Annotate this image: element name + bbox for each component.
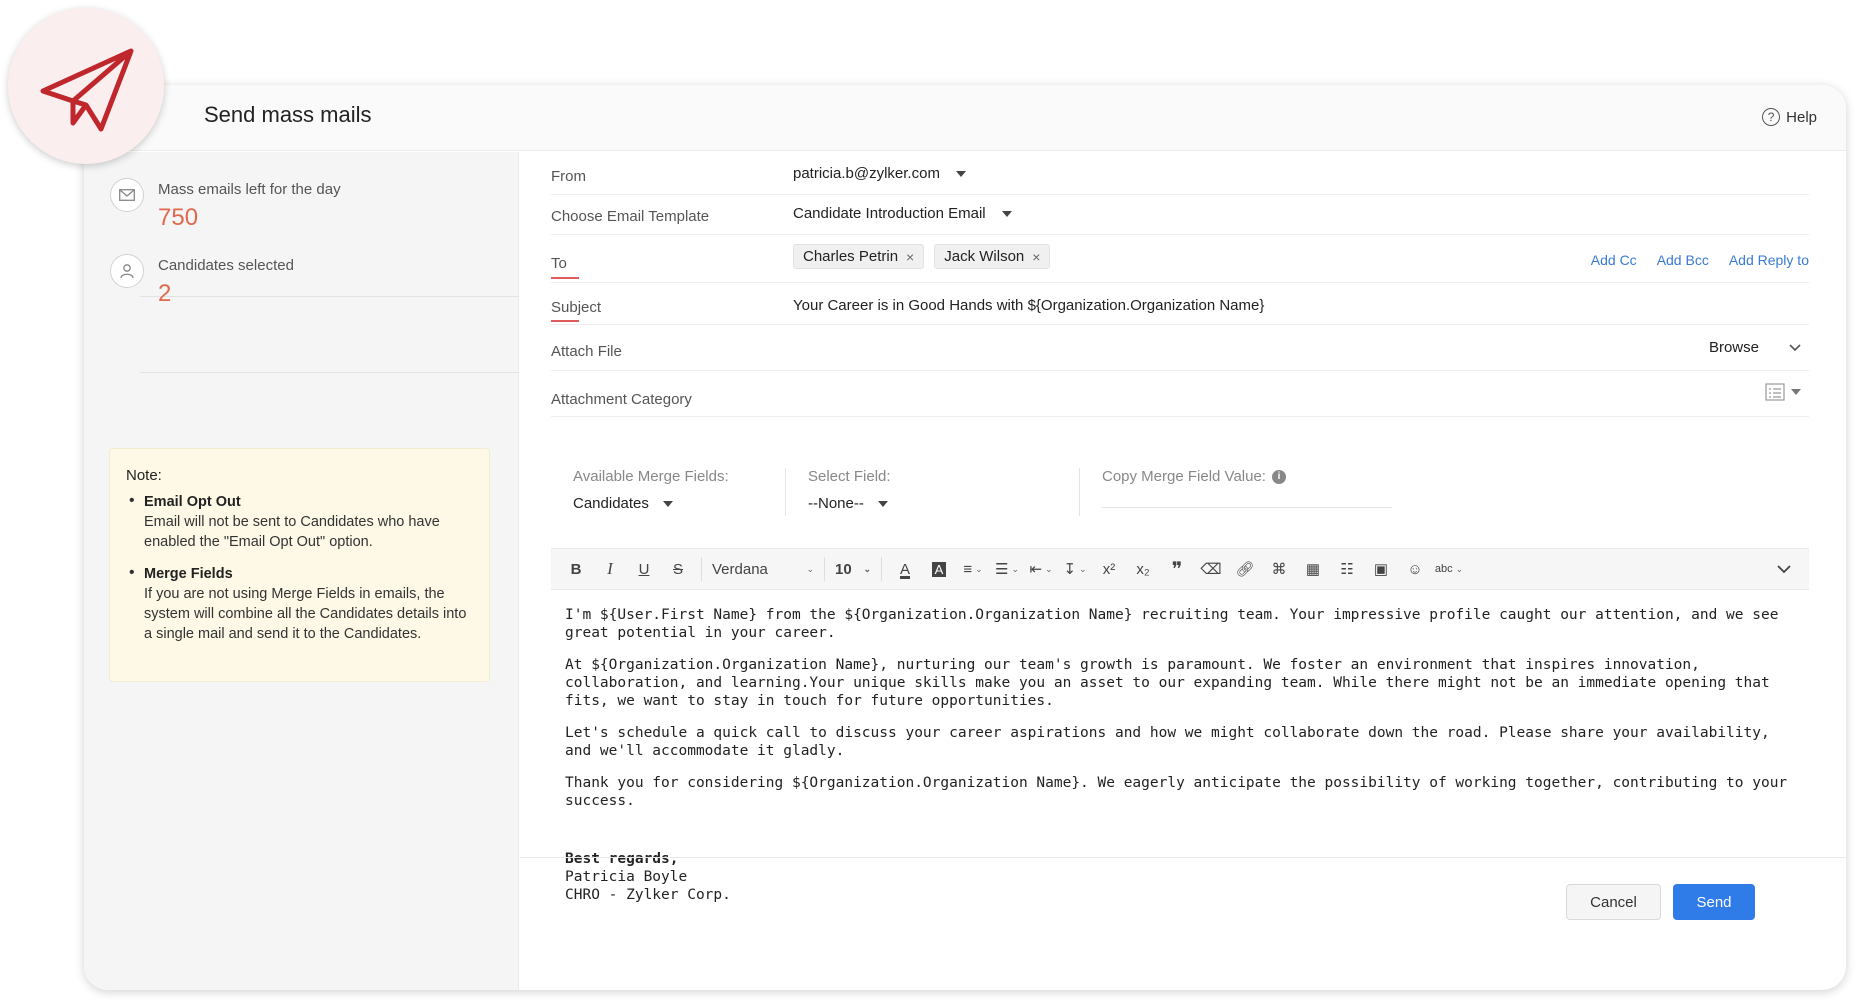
candidates-selected-stat [110,252,294,308]
signature-title: CHRO - Zylker Corp. [565,887,731,903]
subject-row [551,283,1809,325]
from-select[interactable] [793,165,966,182]
spellcheck-icon[interactable]: abc ⌄ [1434,563,1464,575]
body-paragraph: At ${Organization.Organization Name}, nurturing our team's growth is paramount. We foster an environment that inspires innovation, collaboration, and learning.Your unique skills make you an asset to our expanding team. While there might not be an immediate opening that fits, we want to stay in touch for future opportunities. [565,657,1770,709]
font-size-value: 10 [835,560,852,578]
attachment-category-label: Attachment Category [551,391,692,408]
merge-field-icon[interactable]: ⌘ [1271,561,1287,578]
subject-label-text: Subject [551,299,602,316]
italic-icon[interactable]: I [607,559,613,578]
caret-down-icon [1002,211,1012,217]
to-label [551,255,567,272]
background-color-icon[interactable]: A [922,548,956,590]
line-height-icon[interactable]: ↧ ⌄ [1063,561,1087,578]
remove-recipient-icon[interactable]: × [906,248,915,265]
to-label-text: To [551,255,567,272]
font-family-value: Verdana [712,560,768,578]
recipient-name: Charles Petrin [803,248,899,265]
help-link[interactable] [1762,108,1817,126]
paper-plane-logo [8,8,164,164]
font-color-icon[interactable]: A [899,560,910,578]
note-box [109,448,490,682]
text-format-icon[interactable]: ☷ [1340,561,1354,578]
attachment-category-row [551,371,1809,417]
add-reply-to-link[interactable]: Add Reply to [1728,252,1809,268]
list-view-icon [1765,383,1785,401]
underline-icon[interactable]: U [638,560,650,578]
bold-icon[interactable]: B [570,560,582,578]
subject-label [551,299,601,316]
browse-button[interactable]: Browse [1708,339,1759,356]
candidates-selected-label: Candidates selected [158,257,294,274]
emails-left-stat [110,176,341,232]
toolbar-separator [701,557,702,581]
send-button[interactable]: Send [1673,884,1755,920]
sidebar-divider [140,372,519,373]
clear-format-icon[interactable]: ⌫ [1200,561,1222,578]
copy-merge-field-label: Copy Merge Field Value: [1102,468,1266,485]
list-icon[interactable]: ☰ ⌄ [995,561,1019,578]
body-paragraph: Thank you for considering ${Organization.Organization Name}. We eagerly anticipate the possibility of working together, contributing to your success. [565,775,1788,809]
note-item-text: If you are not using Merge Fields in emails, the system will combine all the Candidates details into a single mail and send it to the Candidates. [144,586,467,642]
copy-merge-field-label-wrap [1102,468,1392,485]
superscript-icon[interactable]: x² [1102,560,1116,578]
required-marker [551,320,579,322]
chevron-down-icon[interactable] [1789,344,1801,352]
merge-fields-panel [551,468,1809,540]
note-item-heading: Merge Fields [144,566,233,582]
link-icon[interactable]: 🔗︎ [1235,561,1255,578]
available-merge-fields [573,468,729,512]
add-cc-link[interactable]: Add Cc [1590,252,1637,268]
recipient-name: Jack Wilson [944,248,1025,265]
from-row [551,155,1809,195]
template-value: Candidate Introduction Email [793,205,986,222]
add-bcc-link[interactable]: Add Bcc [1656,252,1709,268]
recipients [793,244,1060,269]
note-item [126,564,473,644]
select-field-value: --None-- [808,495,864,512]
required-marker [551,277,579,279]
note-item-text: Email will not be sent to Candidates who have enabled the "Email Opt Out" option. [144,514,440,550]
merge-divider [785,468,786,516]
browse-control [1709,339,1801,356]
signature-closing: Best regards, [565,851,679,867]
mass-mail-dialog [84,85,1846,990]
signature-name: Patricia Boyle [565,869,688,885]
chevron-down-icon: ⌄ [863,563,871,574]
caret-down-icon [1791,389,1801,395]
align-icon[interactable]: ≡ ⌄ [963,560,983,578]
available-merge-fields-select[interactable] [573,495,729,512]
note-title: Note: [126,467,162,484]
paper-plane-icon [31,31,141,141]
sidebar [84,152,519,990]
subject-input[interactable]: Your Career is in Good Hands with ${Organization.Organization Name} [793,297,1265,314]
note-item [126,492,473,552]
editor-toolbar [551,548,1809,590]
toolbar-separator [824,557,825,581]
from-value: patricia.b@zylker.com [793,165,940,182]
template-row [551,195,1809,235]
toolbar-separator [881,557,882,581]
available-merge-fields-value: Candidates [573,495,649,512]
dialog-title: Send mass mails [204,102,372,127]
emails-left-value: 750 [158,204,199,231]
table-icon[interactable]: ▦ [1305,561,1321,578]
indent-icon[interactable]: ⇤ ⌄ [1029,561,1053,578]
select-field-label: Select Field: [808,468,891,485]
compose-form [520,152,1846,990]
merge-divider [1079,468,1080,516]
note-item-heading: Email Opt Out [144,494,241,510]
font-family-select[interactable] [708,548,818,590]
chevron-down-icon: ⌄ [806,563,814,574]
recipient-links [1591,252,1809,268]
remove-recipient-icon[interactable]: × [1032,248,1041,265]
caret-down-icon [878,501,888,507]
select-field [808,468,891,512]
to-row [551,235,1809,283]
image-icon[interactable]: ▣ [1373,561,1389,578]
recipient-chip[interactable] [793,244,924,269]
recipient-chip[interactable] [934,244,1050,269]
from-label: From [551,168,586,185]
dialog-header [84,85,1846,151]
copy-merge-field-input[interactable] [1102,507,1392,508]
cancel-button[interactable]: Cancel [1566,884,1661,920]
category-picker[interactable] [1765,383,1801,401]
dialog-footer [520,857,1846,990]
emoji-icon[interactable]: ☺ [1407,560,1423,578]
strikethrough-icon[interactable]: S [672,560,683,578]
template-label: Choose Email Template [551,208,710,225]
expand-chevron-icon[interactable] [1767,548,1801,590]
info-icon[interactable]: i [1272,470,1286,484]
template-select[interactable] [793,205,1012,222]
body-paragraph: Let's schedule a quick call to discuss your career aspirations and how we might collaborate down the road. Please share your availability, and we'll accommodate it gladly. [565,725,1770,759]
quote-icon[interactable]: ❞ [1171,558,1183,581]
help-icon: ? [1762,108,1780,126]
person-icon [110,254,144,288]
select-field-select[interactable] [808,495,891,512]
help-label: Help [1786,108,1817,126]
emails-left-label: Mass emails left for the day [158,181,341,198]
body-paragraph: I'm ${User.First Name} from the ${Organization.Organization Name} recruiting team. Your impressive profile caught our attention, and we see great potential in your career. [565,607,1779,641]
candidates-selected-value: 2 [158,280,172,307]
envelope-icon [110,178,144,212]
copy-merge-field [1102,468,1392,508]
attach-row [551,325,1809,371]
available-merge-fields-label: Available Merge Fields: [573,468,729,485]
subscript-icon[interactable]: x₂ [1136,560,1150,578]
attach-label: Attach File [551,343,622,360]
caret-down-icon [663,501,673,507]
caret-down-icon [956,171,966,177]
font-size-select[interactable] [831,548,875,590]
